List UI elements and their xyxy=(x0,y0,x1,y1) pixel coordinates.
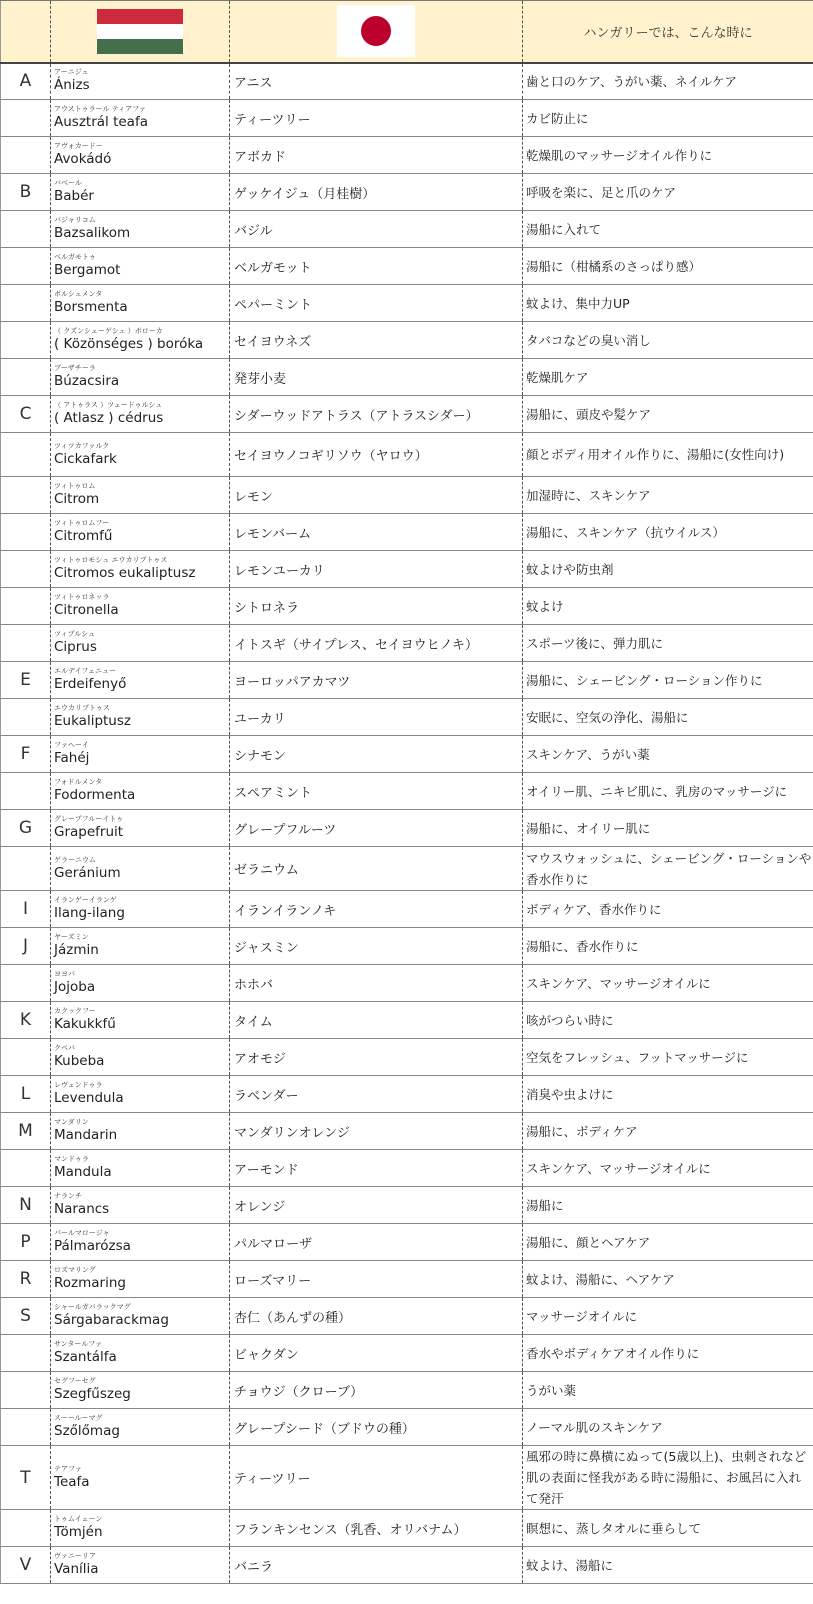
hungarian-name-cell xyxy=(51,1113,230,1150)
japanese-name: チョウジ（クローブ） xyxy=(230,1372,523,1409)
table-row xyxy=(1,773,813,810)
hungarian-name-cell xyxy=(51,773,230,810)
hungarian-name: ( Közönséges ) boróka xyxy=(54,336,204,352)
japanese-name: レモン xyxy=(230,477,523,514)
hungarian-name: Grapefruit xyxy=(54,824,124,840)
japanese-name: ホホバ xyxy=(230,965,523,1002)
hungarian-name-cell xyxy=(51,248,230,285)
pronunciation-ruby: ツィトゥロモシュ エウカリプトゥス xyxy=(54,556,168,564)
usage-text: 湯船に、シェービング・ローション作りに xyxy=(523,662,813,699)
usage-text: 蚊よけや防虫剤 xyxy=(523,551,813,588)
usage-text: 蚊よけ、湯船に、ヘアケア xyxy=(523,1261,813,1298)
hungarian-name: Vanília xyxy=(54,1561,99,1577)
japanese-name: セイヨウネズ xyxy=(230,322,523,359)
table-row xyxy=(1,928,813,965)
flag-stripe-green xyxy=(97,39,183,54)
index-letter: M xyxy=(1,1113,51,1150)
pronunciation-ruby: エルデイフェニュー xyxy=(54,667,116,675)
flag-stripe-white xyxy=(97,24,183,39)
hungarian-name-cell xyxy=(51,396,230,433)
pronunciation-ruby: サンタールファ xyxy=(54,1340,103,1348)
table-row xyxy=(1,551,813,588)
pronunciation-ruby: ツィプルシュ xyxy=(54,630,95,638)
hungarian-name-cell xyxy=(51,588,230,625)
hungarian-name: Búzacsira xyxy=(54,373,120,389)
hungarian-name: Mandarin xyxy=(54,1127,118,1143)
japanese-name: ローズマリー xyxy=(230,1261,523,1298)
hungarian-name-cell xyxy=(51,100,230,137)
usage-text: 蚊よけ、集中力UP xyxy=(523,285,813,322)
hungarian-name: ( Atlasz ) cédrus xyxy=(54,410,164,426)
table-row xyxy=(1,477,813,514)
japanese-name: フランキンセンス（乳香、オリバナム） xyxy=(230,1510,523,1547)
japanese-name: ビャクダン xyxy=(230,1335,523,1372)
japanese-name: イランイランノキ xyxy=(230,891,523,928)
table-header-row xyxy=(1,1,813,63)
pronunciation-ruby: ベルガモトゥ xyxy=(54,253,96,261)
hungarian-name: Pálmarózsa xyxy=(54,1238,131,1254)
japanese-name: タイム xyxy=(230,1002,523,1039)
index-letter xyxy=(1,514,51,551)
index-letter xyxy=(1,433,51,477)
usage-text: ノーマル肌のスキンケア xyxy=(523,1409,813,1446)
hungarian-name: Ánizs xyxy=(54,77,90,94)
index-letter: J xyxy=(1,928,51,965)
hungarian-name-cell xyxy=(51,1335,230,1372)
japanese-name: ゼラニウム xyxy=(230,847,523,891)
table-row xyxy=(1,1113,813,1150)
hungarian-name-cell xyxy=(51,847,230,891)
hungarian-name: Jojoba xyxy=(54,979,96,995)
index-letter: S xyxy=(1,1298,51,1335)
pronunciation-ruby: マンダリン xyxy=(54,1118,89,1126)
pronunciation-ruby: パールマロージャ xyxy=(54,1229,110,1237)
index-letter xyxy=(1,322,51,359)
hungarian-name-cell xyxy=(51,1076,230,1113)
index-letter xyxy=(1,248,51,285)
pronunciation-ruby: シャールガバラックマグ xyxy=(54,1303,131,1311)
usage-text: 呼吸を楽に、足と爪のケア xyxy=(523,174,813,211)
index-letter xyxy=(1,1372,51,1409)
flag-stripe-red xyxy=(97,9,183,24)
japanese-name: グレープシード（ブドウの種） xyxy=(230,1409,523,1446)
index-letter xyxy=(1,1409,51,1446)
hungarian-name: Fodormenta xyxy=(54,787,136,803)
index-letter xyxy=(1,100,51,137)
table-row xyxy=(1,396,813,433)
table-row xyxy=(1,1150,813,1187)
usage-text: 乾燥肌のマッサージオイル作りに xyxy=(523,137,813,174)
table-row xyxy=(1,433,813,477)
hungarian-name: Szegfűszeg xyxy=(54,1386,131,1402)
japanese-name: レモンバーム xyxy=(230,514,523,551)
table-row xyxy=(1,625,813,662)
usage-text: 顔とボディ用オイル作りに、湯船に(女性向け) xyxy=(523,433,813,477)
usage-text: スポーツ後に、弾力肌に xyxy=(523,625,813,662)
hungarian-name-cell xyxy=(51,322,230,359)
pronunciation-ruby: バジャリコム xyxy=(54,216,96,224)
pronunciation-ruby: （ アトゥラス ）ツェードゥルシュ xyxy=(54,401,163,409)
index-letter: E xyxy=(1,662,51,699)
index-letter: I xyxy=(1,891,51,928)
index-letter: L xyxy=(1,1076,51,1113)
index-letter xyxy=(1,1335,51,1372)
hungarian-name: Geránium xyxy=(54,864,121,881)
usage-text: 湯船に、香水作りに xyxy=(523,928,813,965)
pronunciation-ruby: レヴェンドゥラ xyxy=(54,1081,103,1089)
table-row xyxy=(1,211,813,248)
index-letter: C xyxy=(1,396,51,433)
index-letter: A xyxy=(1,63,51,100)
usage-text: 風邪の時に鼻横にぬって(5歳以上)、虫刺されなど肌の表面に怪我がある時に湯船に、お風呂に入れて発汗 xyxy=(523,1446,813,1510)
hungarian-name: Fahéj xyxy=(54,750,90,766)
hungarian-name: Cickafark xyxy=(54,450,117,467)
hungarian-name-cell xyxy=(51,137,230,174)
pronunciation-ruby: （ クズンシェーゲシュ ）ボローカ xyxy=(54,327,163,335)
letter-header xyxy=(1,1,51,63)
table-row xyxy=(1,514,813,551)
usage-text: ボディケア、香水作りに xyxy=(523,891,813,928)
hungarian-name: Szőlőmag xyxy=(54,1423,120,1439)
usage-text: 香水やボディケアオイル作りに xyxy=(523,1335,813,1372)
pronunciation-ruby: ツィトゥロネッラ xyxy=(54,593,110,601)
pronunciation-ruby: ヴァニーリア xyxy=(54,1552,96,1560)
usage-text: 湯船に、オイリー肌に xyxy=(523,810,813,847)
pronunciation-ruby: セグフーセグ xyxy=(54,1377,96,1385)
hungarian-name-cell xyxy=(51,1261,230,1298)
index-letter: R xyxy=(1,1261,51,1298)
hungarian-name: Bazsalikom xyxy=(54,225,131,241)
pronunciation-ruby: エウカリプトゥス xyxy=(54,704,110,712)
index-letter xyxy=(1,359,51,396)
hungarian-name: Teafa xyxy=(54,1473,90,1490)
index-letter xyxy=(1,1510,51,1547)
pronunciation-ruby: フォドルメンタ xyxy=(54,778,103,786)
hungary-flag-icon xyxy=(97,9,183,54)
japanese-name: パルマローザ xyxy=(230,1224,523,1261)
usage-text: スキンケア、マッサージオイルに xyxy=(523,1150,813,1187)
index-letter xyxy=(1,1039,51,1076)
hungarian-name-cell xyxy=(51,1039,230,1076)
usage-text: 乾燥肌ケア xyxy=(523,359,813,396)
hungarian-name-cell xyxy=(51,965,230,1002)
table-row xyxy=(1,588,813,625)
usage-text: 歯と口のケア、うがい薬、ネイルケア xyxy=(523,63,813,100)
table-row xyxy=(1,1187,813,1224)
usage-text: 加湿時に、スキンケア xyxy=(523,477,813,514)
japanese-name: ジャスミン xyxy=(230,928,523,965)
hungarian-name-cell xyxy=(51,1224,230,1261)
usage-text: 湯船に、ボディケア xyxy=(523,1113,813,1150)
pronunciation-ruby: マンドゥラ xyxy=(54,1155,89,1163)
japanese-name: アオモジ xyxy=(230,1039,523,1076)
table-row xyxy=(1,1261,813,1298)
flag-sun-disc xyxy=(361,16,391,46)
hungarian-name-cell xyxy=(51,174,230,211)
japanese-name: 発芽小麦 xyxy=(230,359,523,396)
hungarian-name-cell xyxy=(51,1298,230,1335)
usage-header: ハンガリーでは、こんな時に xyxy=(523,1,813,63)
usage-text: タバコなどの臭い消し xyxy=(523,322,813,359)
pronunciation-ruby: アヴォカードー xyxy=(54,142,103,150)
hungarian-name-cell xyxy=(51,211,230,248)
hungarian-name: Ausztrál teafa xyxy=(54,114,148,130)
pronunciation-ruby: ツィツカファルク xyxy=(54,441,110,450)
index-letter: K xyxy=(1,1002,51,1039)
hungarian-name: Ciprus xyxy=(54,639,97,655)
pronunciation-ruby: ファヘーイ xyxy=(54,741,89,749)
usage-text: オイリー肌、ニキビ肌に、乳房のマッサージに xyxy=(523,773,813,810)
hungarian-name: Citromos eukaliptusz xyxy=(54,565,196,581)
index-letter xyxy=(1,965,51,1002)
pronunciation-ruby: ボルシュメンタ xyxy=(54,290,103,298)
table-row xyxy=(1,1510,813,1547)
japanese-name: ティーツリー xyxy=(230,100,523,137)
hungarian-name-cell xyxy=(51,433,230,477)
japanese-name: スペアミント xyxy=(230,773,523,810)
pronunciation-ruby: ロズマリング xyxy=(54,1266,96,1274)
hungarian-name: Avokádó xyxy=(54,151,112,167)
table-row xyxy=(1,1076,813,1113)
pronunciation-ruby: バベール xyxy=(54,179,82,187)
pronunciation-ruby: ヨヨバ xyxy=(54,970,75,978)
hungarian-name-cell xyxy=(51,699,230,736)
table-row xyxy=(1,1224,813,1261)
japan-flag-icon xyxy=(337,5,415,57)
hungarian-name: Mandula xyxy=(54,1164,112,1180)
usage-text: 湯船に（柑橘系のさっぱり感） xyxy=(523,248,813,285)
table-row xyxy=(1,174,813,211)
hungarian-name: Babér xyxy=(54,188,94,204)
hungarian-name-cell xyxy=(51,514,230,551)
table-row xyxy=(1,810,813,847)
hungarian-name: Bergamot xyxy=(54,262,121,278)
hungarian-name-cell xyxy=(51,1150,230,1187)
table-row xyxy=(1,847,813,891)
usage-text: うがい薬 xyxy=(523,1372,813,1409)
pronunciation-ruby: クベバ xyxy=(54,1044,75,1052)
index-letter: F xyxy=(1,736,51,773)
index-letter xyxy=(1,1150,51,1187)
pronunciation-ruby: ツィトゥロム xyxy=(54,482,96,490)
japanese-name: アニス xyxy=(230,63,523,100)
usage-text: スキンケア、マッサージオイルに xyxy=(523,965,813,1002)
japanese-name: シナモン xyxy=(230,736,523,773)
usage-text: 湯船に xyxy=(523,1187,813,1224)
index-letter xyxy=(1,847,51,891)
index-letter: V xyxy=(1,1547,51,1584)
japanese-name: ユーカリ xyxy=(230,699,523,736)
japanese-name: 杏仁（あんずの種） xyxy=(230,1298,523,1335)
index-letter xyxy=(1,137,51,174)
hungarian-name-cell xyxy=(51,1446,230,1510)
hungarian-name-cell xyxy=(51,1510,230,1547)
japanese-name: イトスギ（サイプレス、セイヨウヒノキ） xyxy=(230,625,523,662)
hungarian-name: Ilang-ilang xyxy=(54,905,125,921)
hungarian-name: Citronella xyxy=(54,602,119,618)
usage-text: 蚊よけ、湯船に xyxy=(523,1547,813,1584)
table-row xyxy=(1,662,813,699)
hungarian-name: Tömjén xyxy=(54,1524,103,1540)
usage-text: 咳がつらい時に xyxy=(523,1002,813,1039)
hungarian-name: Jázmin xyxy=(54,942,99,958)
pronunciation-ruby: スーールーマグ xyxy=(54,1414,103,1422)
hungarian-header xyxy=(51,1,230,63)
hungarian-name-cell xyxy=(51,891,230,928)
usage-text: スキンケア、うがい薬 xyxy=(523,736,813,773)
japanese-name: ペパーミント xyxy=(230,285,523,322)
japanese-name: バジル xyxy=(230,211,523,248)
usage-text: 瞑想に、蒸しタオルに垂らして xyxy=(523,1510,813,1547)
usage-text: 蚊よけ xyxy=(523,588,813,625)
hungarian-name: Levendula xyxy=(54,1090,124,1106)
hungarian-name-cell xyxy=(51,1409,230,1446)
table-row xyxy=(1,1409,813,1446)
usage-text: マウスウォッシュに、シェービング・ローションや香水作りに xyxy=(523,847,813,891)
japanese-name: レモンユーカリ xyxy=(230,551,523,588)
pronunciation-ruby: テアファ xyxy=(54,1464,82,1473)
japanese-name: グレープフルーツ xyxy=(230,810,523,847)
hungarian-name: Borsmenta xyxy=(54,299,128,315)
hungarian-name: Rozmaring xyxy=(54,1275,126,1291)
index-letter: T xyxy=(1,1446,51,1510)
usage-text: 安眠に、空気の浄化、湯船に xyxy=(523,699,813,736)
table-row xyxy=(1,1372,813,1409)
table-row xyxy=(1,1446,813,1510)
table-row xyxy=(1,1039,813,1076)
index-letter xyxy=(1,477,51,514)
hungarian-name-cell xyxy=(51,1547,230,1584)
pronunciation-ruby: アウストゥラール ティアファ xyxy=(54,105,146,113)
index-letter: P xyxy=(1,1224,51,1261)
pronunciation-ruby: ツィトゥロムフー xyxy=(54,519,110,527)
hungarian-name-cell xyxy=(51,928,230,965)
usage-text: 湯船に入れて xyxy=(523,211,813,248)
usage-text: 湯船に、顔とヘアケア xyxy=(523,1224,813,1261)
table-row xyxy=(1,322,813,359)
japanese-name: ゲッケイジュ（月桂樹） xyxy=(230,174,523,211)
hungarian-name-cell xyxy=(51,477,230,514)
hungarian-name: Szantálfa xyxy=(54,1349,117,1365)
hungarian-name-cell xyxy=(51,1002,230,1039)
pronunciation-ruby: トゥムイェーン xyxy=(54,1515,103,1523)
japanese-name: アボカド xyxy=(230,137,523,174)
usage-text: 湯船に、スキンケア（抗ウイルス） xyxy=(523,514,813,551)
index-letter xyxy=(1,588,51,625)
pronunciation-ruby: アーニジュ xyxy=(54,68,89,77)
pronunciation-ruby: ゲラーニウム xyxy=(54,855,96,864)
table-row xyxy=(1,1547,813,1584)
japanese-name: シトロネラ xyxy=(230,588,523,625)
japanese-header xyxy=(230,1,523,63)
japanese-name: セイヨウノコギリソウ（ヤロウ） xyxy=(230,433,523,477)
table-row xyxy=(1,1002,813,1039)
japanese-name: アーモンド xyxy=(230,1150,523,1187)
table-row xyxy=(1,1298,813,1335)
index-letter: N xyxy=(1,1187,51,1224)
hungarian-name-cell xyxy=(51,1187,230,1224)
hungarian-name-cell xyxy=(51,1372,230,1409)
pronunciation-ruby: グレープフルーイトゥ xyxy=(54,815,124,823)
japanese-name: シダーウッドアトラス（アトラスシダー） xyxy=(230,396,523,433)
hungarian-name-cell xyxy=(51,285,230,322)
japanese-name: オレンジ xyxy=(230,1187,523,1224)
index-letter xyxy=(1,211,51,248)
japanese-name: ティーツリー xyxy=(230,1446,523,1510)
hungarian-name-cell xyxy=(51,625,230,662)
hungarian-name-cell xyxy=(51,662,230,699)
usage-text: カビ防止に xyxy=(523,100,813,137)
table-row xyxy=(1,100,813,137)
index-letter: B xyxy=(1,174,51,211)
hungarian-name-cell xyxy=(51,551,230,588)
usage-text: 消臭や虫よけに xyxy=(523,1076,813,1113)
pronunciation-ruby: ヤーズミン xyxy=(54,933,89,941)
usage-text: マッサージオイルに xyxy=(523,1298,813,1335)
table-row xyxy=(1,891,813,928)
pronunciation-ruby: イランゲーイランゲ xyxy=(54,896,117,904)
japanese-name: ヨーロッパアカマツ xyxy=(230,662,523,699)
pronunciation-ruby: ナランチ xyxy=(54,1192,82,1200)
usage-text: 空気をフレッシュ、フットマッサージに xyxy=(523,1039,813,1076)
hungarian-name: Eukaliptusz xyxy=(54,713,131,729)
table-row xyxy=(1,965,813,1002)
hungarian-name: Kakukkfű xyxy=(54,1016,116,1032)
japanese-name: ラベンダー xyxy=(230,1076,523,1113)
hungarian-name: Kubeba xyxy=(54,1053,105,1069)
index-letter xyxy=(1,551,51,588)
pronunciation-ruby: カクックフー xyxy=(54,1007,96,1015)
index-letter xyxy=(1,625,51,662)
index-letter: G xyxy=(1,810,51,847)
table-row xyxy=(1,63,813,100)
table-row xyxy=(1,1335,813,1372)
hungarian-name: Narancs xyxy=(54,1201,110,1217)
table-row xyxy=(1,699,813,736)
usage-text: 湯船に、頭皮や髪ケア xyxy=(523,396,813,433)
table-row xyxy=(1,285,813,322)
table-row xyxy=(1,248,813,285)
index-letter xyxy=(1,773,51,810)
index-letter xyxy=(1,699,51,736)
hungarian-name: Erdeifenyő xyxy=(54,676,127,692)
hungarian-name: Citrom xyxy=(54,491,100,507)
hungarian-name-cell xyxy=(51,63,230,100)
table-row xyxy=(1,736,813,773)
japanese-name: マンダリンオレンジ xyxy=(230,1113,523,1150)
pronunciation-ruby: ブーザチーラ xyxy=(54,364,96,372)
table-row xyxy=(1,359,813,396)
hungarian-name: Sárgabarackmag xyxy=(54,1312,169,1328)
hungarian-name-cell xyxy=(51,736,230,773)
japanese-name: バニラ xyxy=(230,1547,523,1584)
hungarian-name-cell xyxy=(51,810,230,847)
index-letter xyxy=(1,285,51,322)
hungarian-name: Citromfű xyxy=(54,528,113,544)
table-row xyxy=(1,137,813,174)
japanese-name: ベルガモット xyxy=(230,248,523,285)
hungarian-name-cell xyxy=(51,359,230,396)
